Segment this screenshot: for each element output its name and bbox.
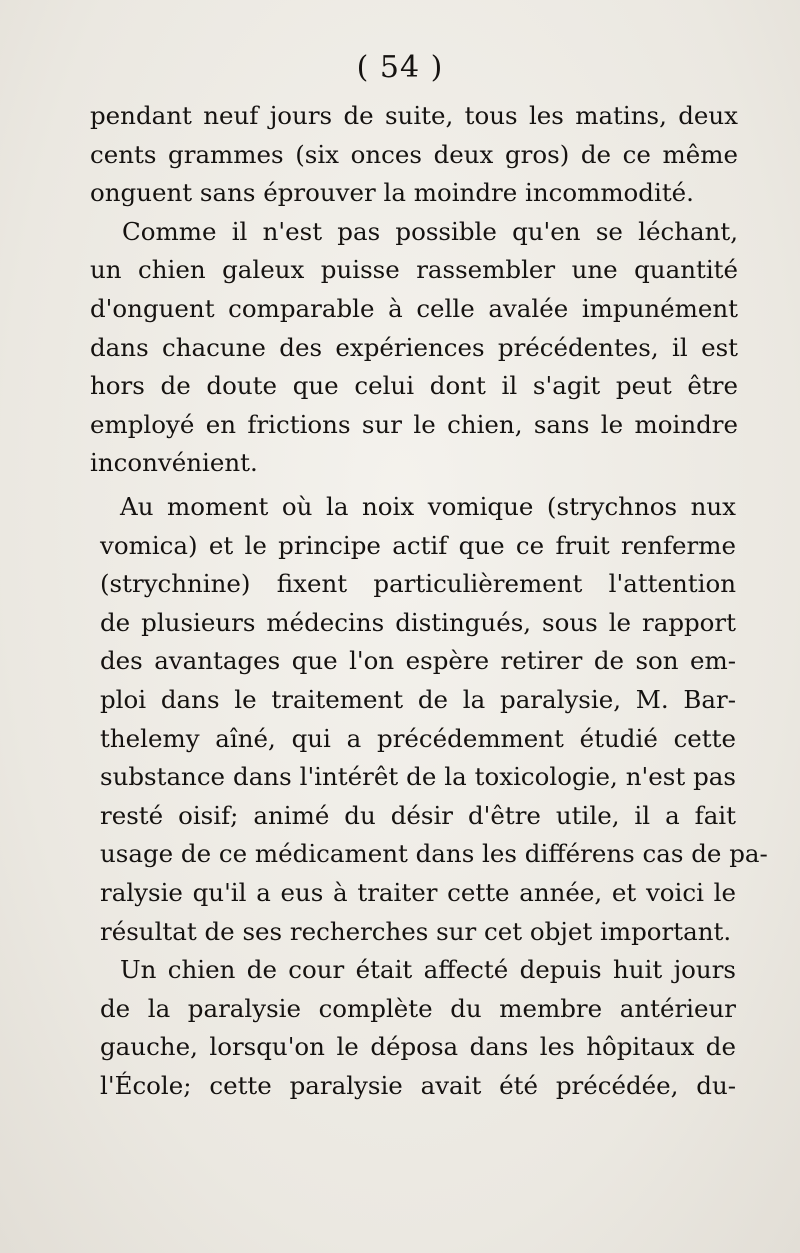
text-line: ralysie qu'il a eus à traiter cette année, et voici le: [100, 877, 736, 907]
text-line: d'onguent comparable à celle avalée impunément: [90, 293, 738, 323]
text-line: onguent sans éprouver la moindre incommodité.: [90, 178, 694, 208]
text-line: inconvénient.: [90, 448, 258, 478]
text-line: Comme il n'est pas possible qu'en se léchant,: [122, 216, 738, 246]
text-line: hors de doute que celui dont il s'agit peut être: [90, 371, 738, 401]
page-number: ( 54 ): [356, 50, 444, 85]
text-line: l'École; cette paralysie avait été précédée, du-: [100, 1070, 736, 1100]
text-line: cents grammes (six onces deux gros) de ce même: [90, 139, 738, 169]
text-line: Un chien de cour était affecté depuis huit jours: [120, 955, 736, 985]
text-line: vomica) et le principe actif que ce fruit renferme: [100, 530, 736, 560]
text-line: substance dans l'intérêt de la toxicologie, n'est pas: [100, 762, 736, 792]
paragraph-block-2: [100, 488, 768, 1106]
text-line: thelemy aîné, qui a précédemment étudié cette: [100, 723, 736, 753]
text-line: gauche, lorsqu'on le déposa dans les hôpitaux de: [100, 1032, 736, 1062]
text-line: dans chacune des expériences précédentes, il est: [90, 332, 738, 362]
text-line: Au moment où la noix vomique (strychnos nux: [120, 492, 736, 521]
text-line: employé en frictions sur le chien, sans le moindre: [90, 409, 738, 439]
text-line: de plusieurs médecins distingués, sous le rapport: [100, 607, 736, 637]
text-line: ploi dans le traitement de la paralysie, M. Bar-: [100, 684, 736, 714]
text-line: resté oisif; animé du désir d'être utile, il a fait: [100, 800, 736, 830]
text-line: des avantages que l'on espère retirer de son em-: [100, 646, 736, 676]
text-line: usage de ce médicament dans les différens cas de pa-: [100, 839, 768, 869]
text-line: un chien galeux puisse rassembler une quantité: [90, 255, 738, 285]
paragraph-block-1: [90, 97, 738, 483]
text-line: (strychnine) fixent particulièrement l'attention: [100, 569, 736, 599]
text-line: de la paralysie complète du membre antérieur: [100, 993, 736, 1023]
text-line: pendant neuf jours de suite, tous les matins, deux: [90, 101, 738, 130]
text-line: résultat de ses recherches sur cet objet important.: [100, 916, 732, 946]
